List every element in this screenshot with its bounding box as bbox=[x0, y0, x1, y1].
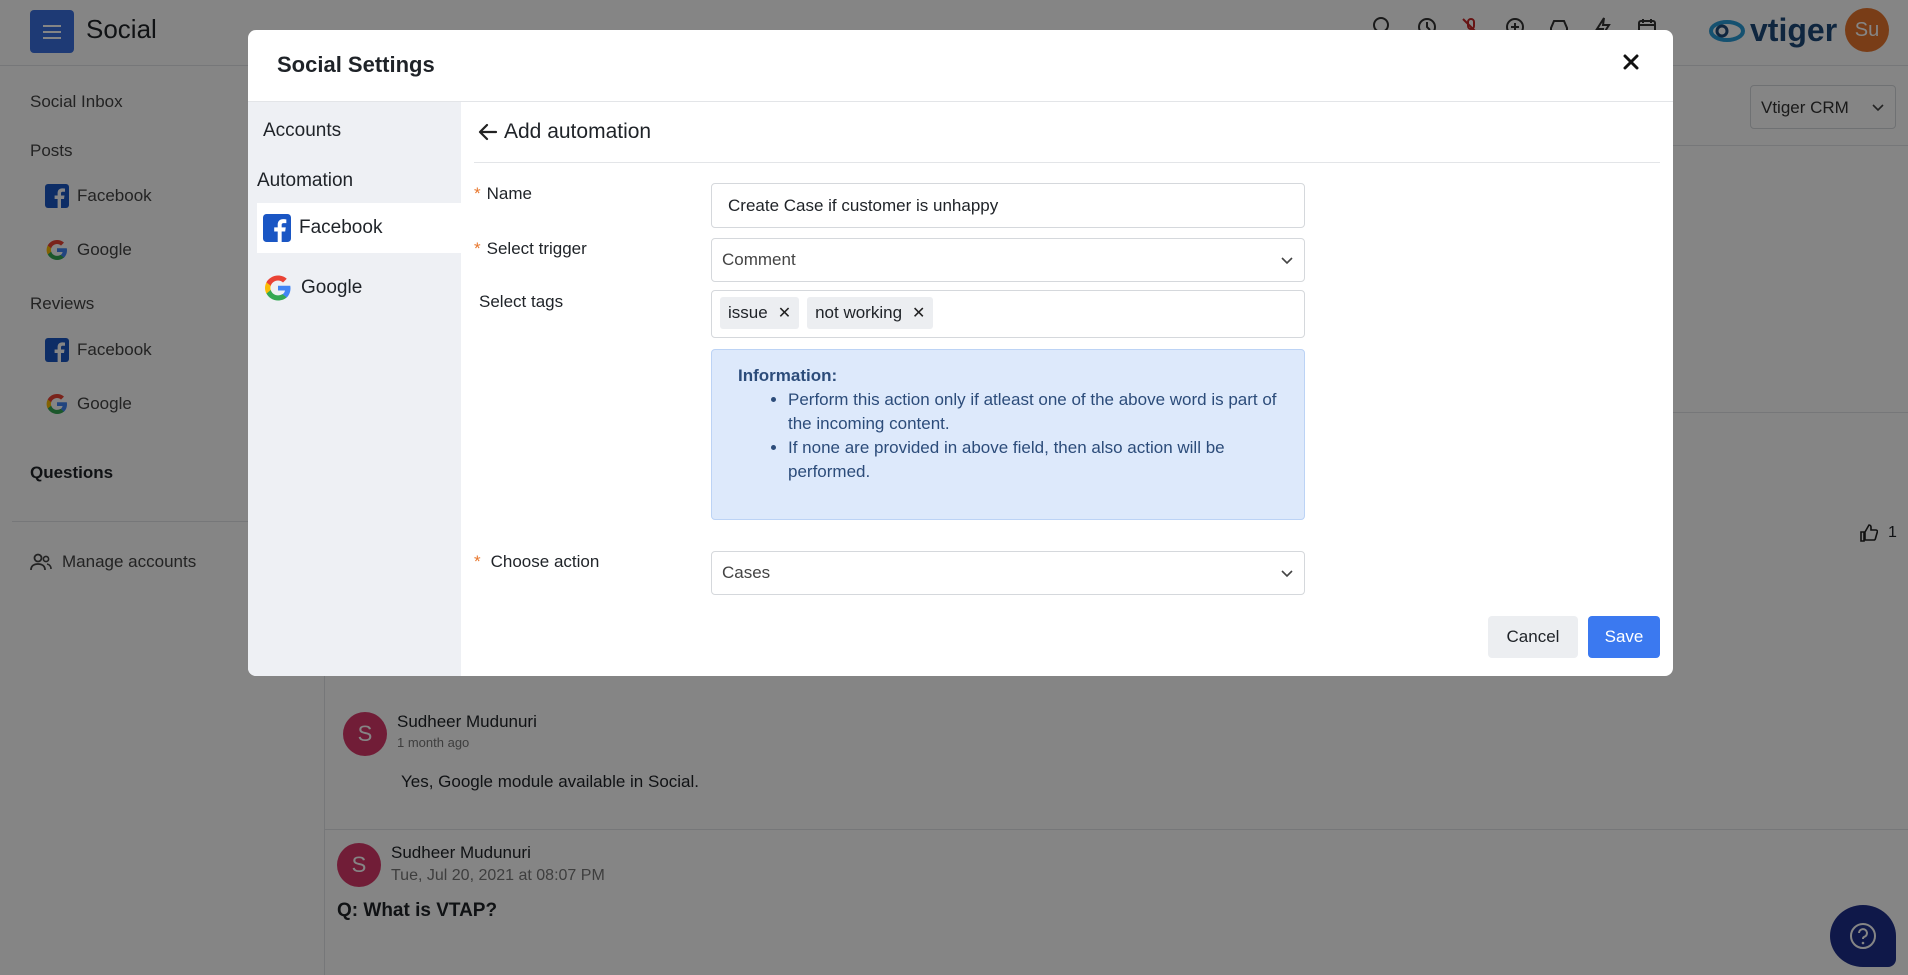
tag-remove-icon[interactable]: ✕ bbox=[777, 305, 792, 322]
label-text: Select trigger bbox=[486, 239, 587, 258]
info-title: Information: bbox=[738, 366, 838, 385]
logo-text: vtiger bbox=[1750, 12, 1838, 48]
name-input[interactable]: Create Case if customer is unhappy bbox=[711, 183, 1305, 228]
tag-chip bbox=[807, 297, 933, 329]
facebook-icon bbox=[263, 214, 291, 242]
cancel-button[interactable]: Cancel bbox=[1488, 616, 1578, 658]
avatar: S bbox=[337, 843, 381, 887]
sidebar-heading-automation: Automation bbox=[257, 170, 354, 191]
chevron-down-icon bbox=[1280, 253, 1294, 267]
avatar: S bbox=[343, 712, 387, 756]
info-item: • If none are provided in above field, then also action will be performed. bbox=[788, 436, 1278, 484]
user-avatar[interactable]: Su bbox=[1845, 8, 1889, 52]
comment-author[interactable]: Sudheer Mudunuri bbox=[391, 843, 531, 862]
like-count: 1 bbox=[1888, 524, 1897, 541]
tag-label: issue bbox=[728, 303, 768, 322]
modal-title: Social Settings bbox=[277, 52, 435, 77]
nav-label: Manage accounts bbox=[62, 552, 197, 571]
label-text: Choose action bbox=[490, 552, 600, 571]
settings-sidebar bbox=[248, 102, 461, 676]
required-marker: * bbox=[474, 239, 481, 258]
sidebar-item-facebook[interactable] bbox=[257, 203, 461, 253]
tags-field-label: Select tags bbox=[479, 292, 564, 311]
sidebar-item-label: Facebook bbox=[299, 217, 383, 238]
action-field-label bbox=[474, 552, 599, 572]
comment-author[interactable]: Sudheer Mudunuri bbox=[397, 712, 537, 731]
nav-questions[interactable]: Questions bbox=[30, 463, 114, 482]
label-text: Name bbox=[486, 184, 532, 203]
sidebar-item-google[interactable] bbox=[263, 273, 362, 303]
nav-posts-heading: Posts bbox=[30, 141, 73, 160]
sidebar-item-label: Google bbox=[301, 277, 363, 298]
nav-label: Facebook bbox=[77, 340, 152, 359]
action-value: Cases bbox=[722, 563, 771, 582]
tag-chip bbox=[720, 297, 799, 329]
comment-text: Yes, Google module available in Social. bbox=[401, 772, 700, 791]
app-title: Social bbox=[86, 14, 157, 44]
info-item: • Perform this action only if atleast one of the above word is part of the incoming content. bbox=[788, 388, 1278, 436]
trigger-value: Comment bbox=[722, 250, 796, 269]
info-box bbox=[711, 349, 1305, 520]
nav-reviews-heading: Reviews bbox=[30, 294, 95, 313]
tag-remove-icon[interactable]: ✕ bbox=[912, 305, 926, 322]
google-icon bbox=[263, 273, 293, 303]
sidebar-item-accounts[interactable]: Accounts bbox=[263, 120, 342, 141]
nav-label: Google bbox=[77, 394, 132, 413]
nav-label: Facebook bbox=[77, 186, 152, 205]
modal-header bbox=[248, 30, 1673, 102]
action-select[interactable] bbox=[711, 551, 1305, 595]
nav-social-inbox[interactable]: Social Inbox bbox=[30, 92, 123, 111]
comment-time: Tue, Jul 20, 2021 at 08:07 PM bbox=[391, 867, 605, 884]
save-button[interactable]: Save bbox=[1588, 616, 1660, 658]
tags-input[interactable] bbox=[711, 290, 1305, 338]
nav-label: Google bbox=[77, 240, 132, 259]
chevron-down-icon bbox=[1280, 566, 1294, 580]
question-title: Q: What is VTAP? bbox=[337, 900, 498, 921]
form-fields bbox=[461, 102, 1673, 676]
name-field-label bbox=[474, 184, 532, 204]
trigger-select[interactable] bbox=[711, 238, 1305, 282]
close-button[interactable] bbox=[1619, 50, 1643, 74]
trigger-field-label bbox=[474, 239, 587, 259]
tag-label: not working bbox=[815, 303, 903, 322]
form-title: Add automation bbox=[504, 120, 652, 143]
info-list bbox=[788, 388, 1278, 484]
required-marker: * bbox=[474, 184, 481, 203]
crm-select-value: Vtiger CRM bbox=[1761, 98, 1849, 117]
comment-time: 1 month ago bbox=[397, 735, 470, 750]
close-icon bbox=[1623, 54, 1639, 70]
required-marker: * bbox=[474, 552, 481, 571]
